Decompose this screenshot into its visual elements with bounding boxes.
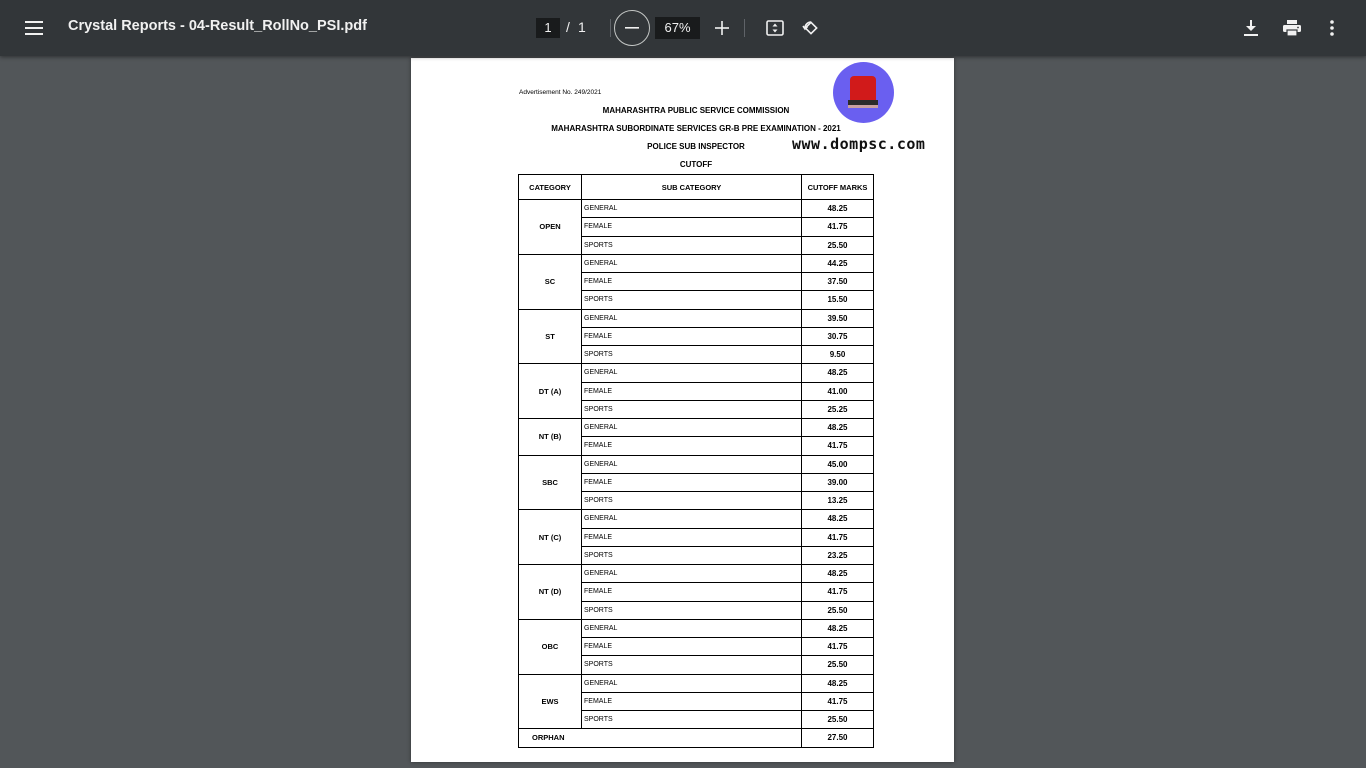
sub-category-cell: SPORTS [582, 346, 802, 364]
cutoff-mark-cell: 39.50 [802, 309, 874, 327]
sub-category-cell: FEMALE [582, 273, 802, 291]
menu-button[interactable] [14, 8, 54, 48]
cutoff-mark-cell: 41.75 [802, 218, 874, 236]
category-cell: EWS [519, 674, 582, 729]
more-vertical-icon [1330, 20, 1334, 36]
cutoff-mark-cell: 41.00 [802, 382, 874, 400]
cutoff-mark-cell: 48.25 [802, 419, 874, 437]
category-cell: ORPHAN [519, 729, 802, 747]
category-cell: NT (D) [519, 565, 582, 620]
sub-category-cell: SPORTS [582, 400, 802, 418]
rotate-button[interactable] [791, 8, 831, 48]
cutoff-mark-cell: 25.50 [802, 656, 874, 674]
cutoff-mark-cell: 37.50 [802, 273, 874, 291]
download-button[interactable] [1231, 8, 1271, 48]
table-row [519, 364, 874, 382]
sub-category-cell: GENERAL [582, 200, 802, 218]
police-cap-logo-icon [833, 62, 894, 123]
sub-category-cell: GENERAL [582, 565, 802, 583]
cutoff-mark-cell: 15.50 [802, 291, 874, 309]
table-row [519, 565, 874, 583]
sub-category-cell: GENERAL [582, 455, 802, 473]
sub-category-cell: SPORTS [582, 601, 802, 619]
sub-category-cell: FEMALE [582, 327, 802, 345]
category-cell: SBC [519, 455, 582, 510]
cutoff-mark-cell: 25.50 [802, 236, 874, 254]
cutoff-mark-cell: 48.25 [802, 565, 874, 583]
pdf-page [411, 58, 954, 762]
cutoff-mark-cell: 48.25 [802, 619, 874, 637]
page-number-input[interactable]: 1 [536, 18, 560, 38]
plus-icon [715, 21, 729, 35]
cutoff-mark-cell: 41.75 [802, 638, 874, 656]
cutoff-mark-cell: 39.00 [802, 473, 874, 491]
cap-brim [848, 105, 878, 108]
rotate-icon [802, 19, 820, 37]
cutoff-mark-cell: 25.25 [802, 400, 874, 418]
category-cell: OPEN [519, 200, 582, 255]
sub-category-cell: SPORTS [582, 291, 802, 309]
page-total: 1 [578, 19, 586, 35]
zoom-out-button[interactable] [614, 10, 650, 46]
cutoff-mark-cell: 30.75 [802, 327, 874, 345]
sub-category-cell: GENERAL [582, 309, 802, 327]
cutoff-mark-cell: 9.50 [802, 346, 874, 364]
download-icon [1244, 20, 1258, 36]
sub-category-cell: GENERAL [582, 619, 802, 637]
cutoff-mark-cell: 41.75 [802, 583, 874, 601]
document-title: Crystal Reports - 04-Result_RollNo_PSI.pdf [68, 18, 367, 34]
heading-exam: MAHARASHTRA SUBORDINATE SERVICES GR-B PRE EXAMINATION - 2021 [551, 124, 841, 133]
column-header-cutoff-marks: CUTOFF MARKS [802, 175, 874, 200]
cutoff-mark-cell: 41.75 [802, 437, 874, 455]
category-cell: DT (A) [519, 364, 582, 419]
table-row [519, 729, 874, 747]
sub-category-cell: FEMALE [582, 473, 802, 491]
cutoff-mark-cell: 48.25 [802, 200, 874, 218]
page-separator: / [566, 19, 570, 35]
sub-category-cell: SPORTS [582, 656, 802, 674]
column-header-category: CATEGORY [519, 175, 582, 200]
heading-cutoff: CUTOFF [679, 160, 713, 169]
cutoff-mark-cell: 13.25 [802, 492, 874, 510]
table-row [519, 200, 874, 218]
category-cell: ST [519, 309, 582, 364]
sub-category-cell: GENERAL [582, 254, 802, 272]
table-row [519, 674, 874, 692]
sub-category-cell: SPORTS [582, 546, 802, 564]
table-header-row [519, 175, 874, 200]
category-cell: NT (B) [519, 419, 582, 456]
pdf-toolbar [0, 0, 1366, 56]
print-icon [1283, 20, 1301, 36]
table-row [519, 455, 874, 473]
sub-category-cell: GENERAL [582, 510, 802, 528]
cutoff-mark-cell: 45.00 [802, 455, 874, 473]
more-actions-button[interactable] [1312, 8, 1352, 48]
table-row [519, 619, 874, 637]
sub-category-cell: FEMALE [582, 382, 802, 400]
sub-category-cell: SPORTS [582, 236, 802, 254]
cutoff-mark-cell: 48.25 [802, 364, 874, 382]
cutoff-mark-cell: 25.50 [802, 601, 874, 619]
column-header-sub-category: SUB CATEGORY [582, 175, 802, 200]
sub-category-cell: GENERAL [582, 364, 802, 382]
table-row [519, 254, 874, 272]
sub-category-cell: FEMALE [582, 638, 802, 656]
watermark-text: www.dompsc.com [792, 135, 926, 153]
fit-to-page-button[interactable] [755, 8, 795, 48]
table-row [519, 510, 874, 528]
advertisement-number: Advertisement No. 249/2021 [519, 89, 602, 96]
zoom-in-button[interactable] [702, 8, 742, 48]
cutoff-mark-cell: 27.50 [802, 729, 874, 747]
cutoff-mark-cell: 41.75 [802, 528, 874, 546]
sub-category-cell: FEMALE [582, 692, 802, 710]
heading-commission: MAHARASHTRA PUBLIC SERVICE COMMISSION [602, 106, 790, 115]
sub-category-cell: GENERAL [582, 419, 802, 437]
table-row [519, 419, 874, 437]
category-cell: SC [519, 254, 582, 309]
menu-icon [25, 21, 43, 35]
sub-category-cell: GENERAL [582, 674, 802, 692]
heading-post: POLICE SUB INSPECTOR [647, 142, 745, 151]
category-cell: OBC [519, 619, 582, 674]
table-row [519, 309, 874, 327]
cutoff-mark-cell: 48.25 [802, 510, 874, 528]
toolbar-divider [744, 19, 745, 37]
zoom-level-input[interactable]: 67% [655, 17, 700, 39]
sub-category-cell: SPORTS [582, 492, 802, 510]
cutoff-mark-cell: 48.25 [802, 674, 874, 692]
cutoff-mark-cell: 41.75 [802, 692, 874, 710]
sub-category-cell: SPORTS [582, 711, 802, 729]
cutoff-table [518, 174, 874, 748]
fit-to-page-icon [766, 20, 784, 36]
cap-shape [850, 76, 876, 102]
toolbar-divider [610, 19, 611, 37]
sub-category-cell: FEMALE [582, 218, 802, 236]
print-button[interactable] [1272, 8, 1312, 48]
sub-category-cell: FEMALE [582, 583, 802, 601]
minus-circle-icon [625, 27, 639, 29]
cutoff-table-body [519, 200, 874, 748]
category-cell: NT (C) [519, 510, 582, 565]
cutoff-mark-cell: 25.50 [802, 711, 874, 729]
cutoff-mark-cell: 44.25 [802, 254, 874, 272]
sub-category-cell: FEMALE [582, 528, 802, 546]
sub-category-cell: FEMALE [582, 437, 802, 455]
cutoff-mark-cell: 23.25 [802, 546, 874, 564]
